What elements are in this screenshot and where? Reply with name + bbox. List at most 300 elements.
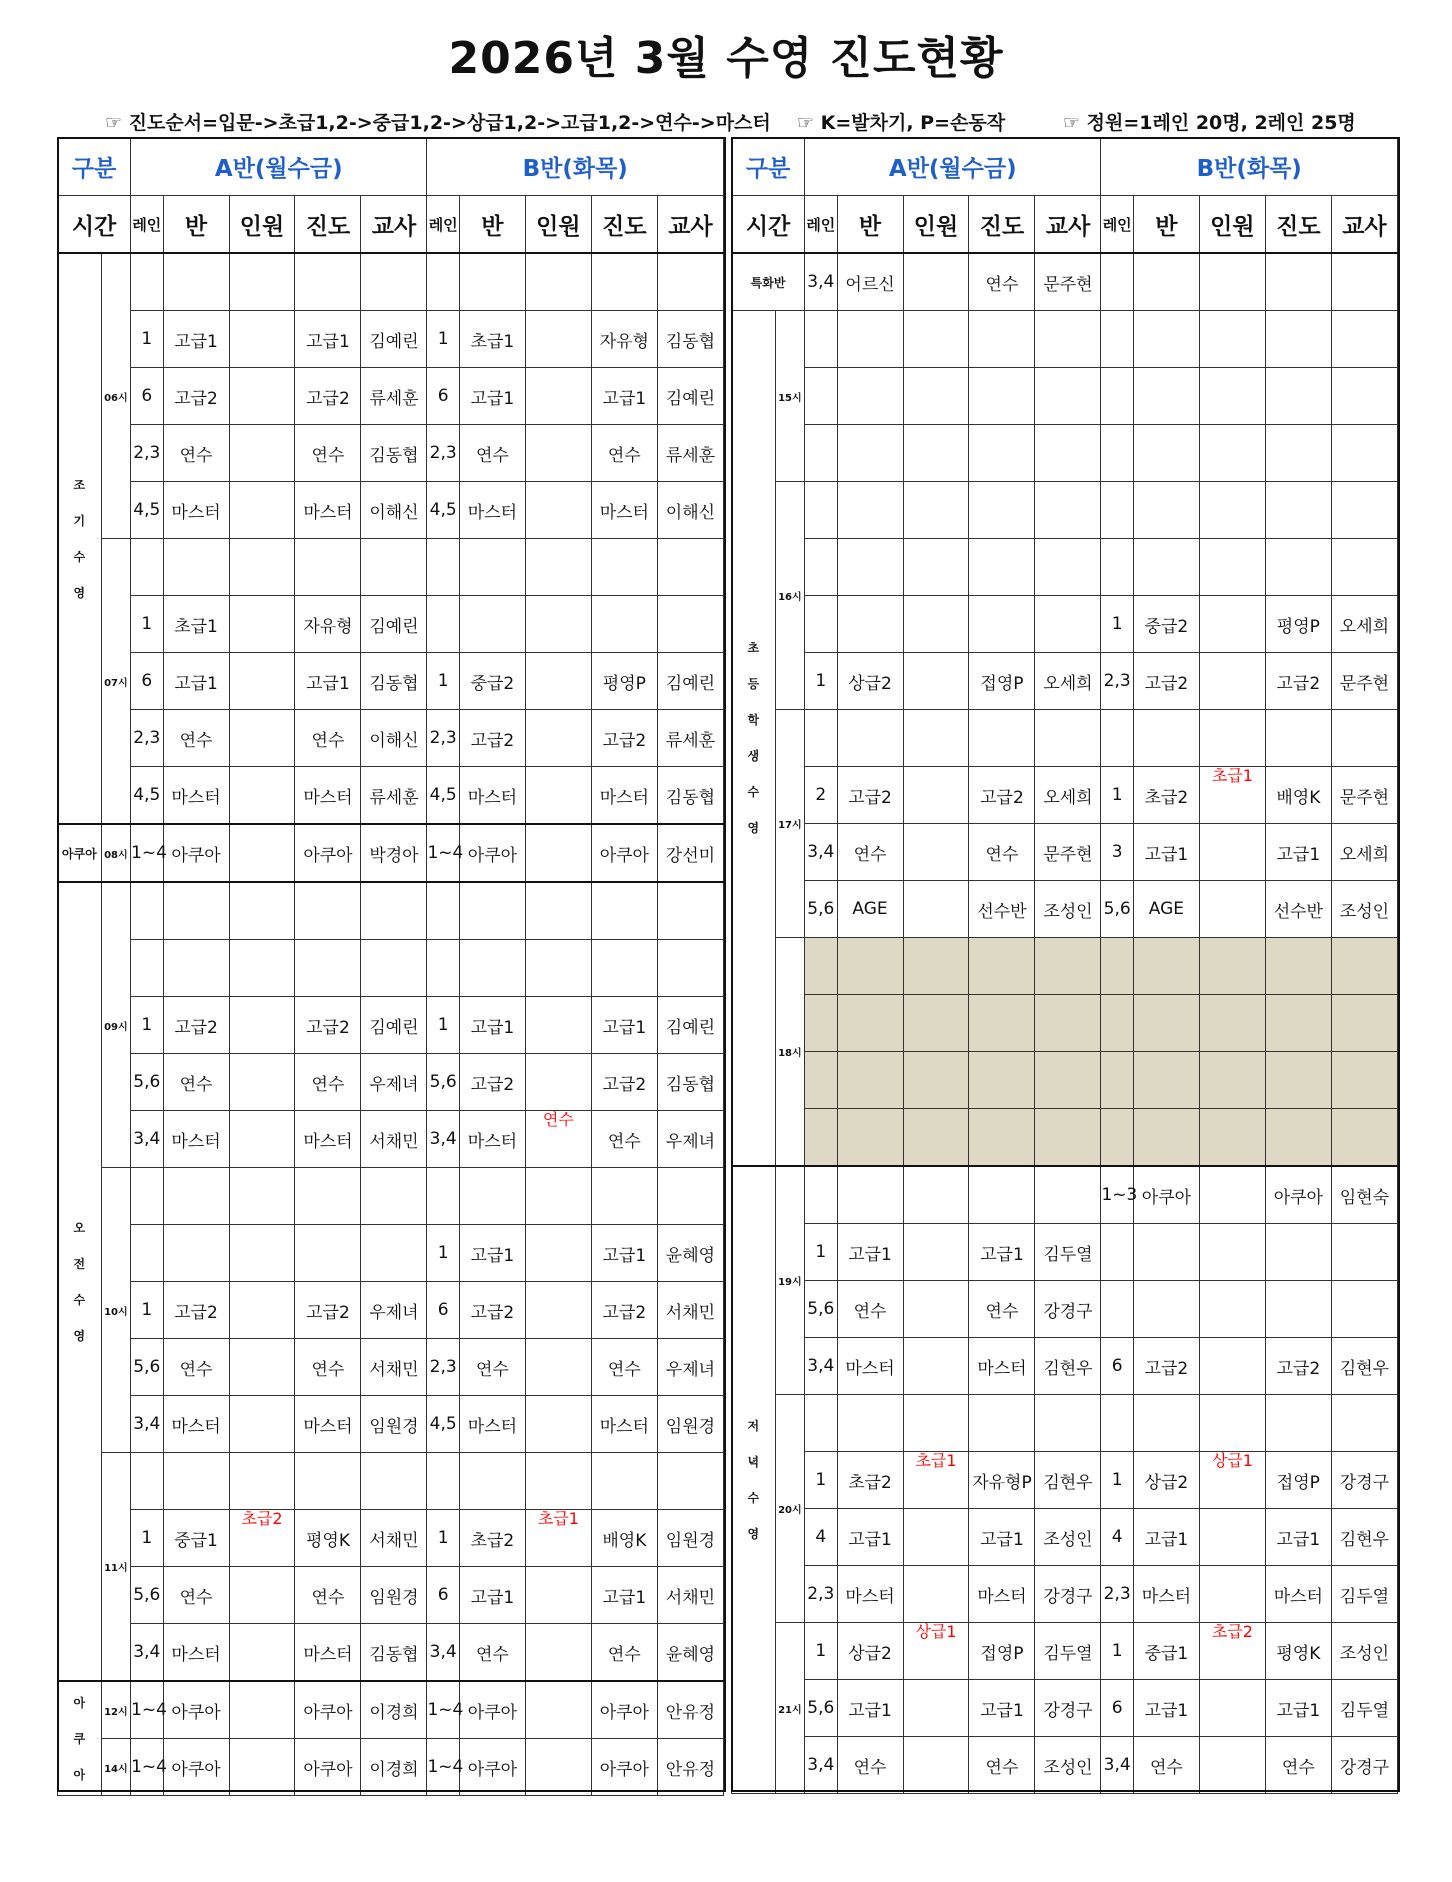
a-teacher-cell: 이경희 (361, 1739, 427, 1796)
b-progress-cell (591, 1168, 657, 1225)
b-count-cell (1199, 995, 1265, 1052)
b-progress-cell (591, 1453, 657, 1510)
a-ban-cell: 마스터 (837, 1566, 903, 1623)
b-count-cell (1199, 311, 1265, 368)
a-count-cell (229, 1168, 295, 1225)
a-teacher-cell (1035, 1166, 1101, 1224)
a-teacher-cell: 김두열 (1035, 1224, 1101, 1281)
a-teacher-cell (361, 1225, 427, 1282)
a-lane-cell: 1~4 (131, 1681, 163, 1739)
b-lane-cell (1101, 1109, 1133, 1167)
a-lane-cell (805, 311, 837, 368)
b-lane-cell: 1 (1101, 596, 1133, 653)
a-progress-cell: 고급2 (295, 368, 361, 425)
b-lane-cell: 5,6 (427, 1054, 459, 1111)
a-count-cell (903, 824, 969, 881)
b-progress-cell (1265, 253, 1331, 311)
a-lane-cell: 1 (131, 1510, 163, 1567)
b-lane-cell: 1~4 (427, 1681, 459, 1739)
a-count-cell (903, 1338, 969, 1395)
b-progress-cell: 평영K (1265, 1623, 1331, 1680)
b-ban-cell (1133, 1109, 1199, 1167)
b-lane-cell (427, 940, 459, 997)
a-teacher-cell (361, 539, 427, 596)
b-progress-cell: 연수 (591, 1624, 657, 1682)
b-progress-cell: 아쿠아 (591, 1681, 657, 1739)
a-ban-cell (837, 368, 903, 425)
a-count-cell (229, 653, 295, 710)
b-lane-cell (427, 1453, 459, 1510)
a-teacher-cell (1035, 995, 1101, 1052)
b-count-cell (1199, 1338, 1265, 1395)
b-teacher-cell: 강경구 (1331, 1452, 1397, 1509)
b-teacher-cell: 김동협 (657, 311, 723, 368)
b-teacher-cell: 조성인 (1331, 881, 1397, 938)
b-ban-cell (1133, 539, 1199, 596)
b-progress-cell (1265, 1109, 1331, 1167)
b-progress-cell: 고급2 (591, 1282, 657, 1339)
a-progress-cell (969, 311, 1035, 368)
a-count-cell (903, 482, 969, 539)
b-lane-cell: 3 (1101, 824, 1133, 881)
b-lane-cell (1101, 311, 1133, 368)
a-ban-cell: 고급1 (837, 1680, 903, 1737)
header-lane-b: 레인 (427, 196, 459, 254)
a-progress-cell: 접영P (969, 653, 1035, 710)
a-lane-cell (805, 368, 837, 425)
a-progress-cell: 마스터 (295, 767, 361, 825)
a-count-cell (903, 311, 969, 368)
b-ban-cell: 아쿠아 (459, 1681, 525, 1739)
a-ban-cell (163, 940, 229, 997)
a-ban-cell: 마스터 (163, 1111, 229, 1168)
a-ban-cell: 고급2 (163, 368, 229, 425)
a-ban-cell (837, 425, 903, 482)
a-lane-cell: 5,6 (131, 1054, 163, 1111)
a-progress-cell: 선수반 (969, 881, 1035, 938)
b-lane-cell: 6 (427, 1567, 459, 1624)
a-teacher-cell: 이경희 (361, 1681, 427, 1739)
a-ban-cell: 마스터 (163, 1624, 229, 1682)
b-lane-cell: 1 (1101, 1452, 1133, 1509)
a-teacher-cell: 강경구 (1035, 1566, 1101, 1623)
b-ban-cell: 초급2 (1133, 767, 1199, 824)
a-progress-cell (295, 882, 361, 940)
a-ban-cell (837, 482, 903, 539)
b-progress-cell: 연수 (591, 1339, 657, 1396)
b-ban-cell: 고급1 (459, 368, 525, 425)
header-progress-a: 진도 (969, 196, 1035, 254)
b-teacher-cell: 우제녀 (657, 1339, 723, 1396)
a-count-cell (229, 253, 295, 311)
a-progress-cell: 마스터 (969, 1338, 1035, 1395)
b-teacher-cell: 김현우 (1331, 1338, 1397, 1395)
b-progress-cell: 연수 (591, 1111, 657, 1168)
a-lane-cell: 1~4 (131, 824, 163, 882)
a-progress-cell (969, 938, 1035, 995)
a-ban-cell: 연수 (837, 824, 903, 881)
b-lane-cell: 1 (427, 1510, 459, 1567)
a-count-cell (229, 882, 295, 940)
a-ban-cell: 어르신 (837, 253, 903, 311)
a-count-cell (903, 1281, 969, 1338)
a-teacher-cell: 김동협 (361, 425, 427, 482)
a-teacher-cell: 김예린 (361, 311, 427, 368)
b-progress-cell: 마스터 (591, 482, 657, 539)
section-label: 아쿠아 (58, 824, 102, 882)
b-ban-cell: 마스터 (459, 1396, 525, 1453)
a-ban-cell: 마스터 (837, 1338, 903, 1395)
a-ban-cell: 연수 (837, 1737, 903, 1794)
b-count-cell (525, 1567, 591, 1624)
b-teacher-cell: 안유정 (657, 1739, 723, 1796)
b-count-cell (1199, 1395, 1265, 1452)
b-count-cell (1199, 596, 1265, 653)
a-count-cell (903, 653, 969, 710)
a-progress-cell: 평영K (295, 1510, 361, 1567)
a-count-cell (229, 1624, 295, 1682)
a-lane-cell: 5,6 (805, 881, 837, 938)
b-lane-cell: 4,5 (427, 767, 459, 825)
a-count-cell (903, 1623, 969, 1680)
b-progress-cell (591, 882, 657, 940)
a-ban-cell: 아쿠아 (163, 1681, 229, 1739)
b-count-cell (525, 253, 591, 311)
b-progress-cell: 자유형 (591, 311, 657, 368)
a-lane-cell: 1 (805, 1452, 837, 1509)
a-ban-cell: 상급2 (837, 653, 903, 710)
hour-label: 10시 (101, 1168, 130, 1453)
b-lane-cell (427, 882, 459, 940)
b-lane-cell: 1 (427, 653, 459, 710)
a-count-cell (903, 1566, 969, 1623)
a-teacher-cell: 서채민 (361, 1339, 427, 1396)
b-ban-cell: 고급1 (1133, 824, 1199, 881)
legend-note: ☞ K=발차기, P=손동작 (797, 112, 1006, 134)
a-progress-cell: 마스터 (295, 482, 361, 539)
b-count-cell (525, 882, 591, 940)
b-progress-cell: 고급2 (1265, 653, 1331, 710)
a-lane-cell: 1 (131, 311, 163, 368)
b-count-cell (1199, 482, 1265, 539)
b-count-cell (525, 1624, 591, 1682)
a-count-cell (903, 1224, 969, 1281)
a-progress-cell: 접영P (969, 1623, 1035, 1680)
header-category: 구분 (732, 138, 805, 196)
b-teacher-cell: 오세희 (1331, 596, 1397, 653)
b-progress-cell (1265, 1052, 1331, 1109)
hour-label: 07시 (101, 539, 130, 825)
progress-order-note: ☞ 진도순서=입문->초급1,2->중급1,2->상급1,2->고급1,2->연수->마스터 (105, 112, 771, 134)
a-ban-cell: 고급1 (163, 311, 229, 368)
b-lane-cell (1101, 539, 1133, 596)
a-teacher-cell: 서채민 (361, 1111, 427, 1168)
a-count-cell (229, 1396, 295, 1453)
a-teacher-cell (1035, 938, 1101, 995)
a-ban-cell (837, 1052, 903, 1109)
a-lane-cell: 3,4 (805, 1338, 837, 1395)
b-ban-cell: 고급2 (1133, 1338, 1199, 1395)
b-lane-cell: 4,5 (427, 482, 459, 539)
b-ban-cell: 중급2 (459, 653, 525, 710)
a-ban-cell: 고급2 (163, 1282, 229, 1339)
a-lane-cell: 2,3 (131, 425, 163, 482)
b-ban-cell: AGE (1133, 881, 1199, 938)
a-lane-cell (805, 938, 837, 995)
b-teacher-cell (657, 539, 723, 596)
b-teacher-cell: 서채민 (657, 1567, 723, 1624)
b-ban-cell: 고급1 (459, 1225, 525, 1282)
a-teacher-cell: 류세훈 (361, 767, 427, 825)
header-progress-b: 진도 (1265, 196, 1331, 254)
b-lane-cell: 1~4 (427, 824, 459, 882)
a-ban-cell: 연수 (163, 1567, 229, 1624)
b-progress-cell: 고급1 (591, 1567, 657, 1624)
a-count-cell (903, 253, 969, 311)
a-lane-cell: 5,6 (131, 1339, 163, 1396)
a-ban-cell: 아쿠아 (163, 824, 229, 882)
a-count-cell (229, 710, 295, 767)
a-count-cell (229, 1339, 295, 1396)
a-progress-cell: 연수 (295, 1054, 361, 1111)
b-lane-cell (1101, 938, 1133, 995)
b-teacher-cell (1331, 1109, 1397, 1167)
b-teacher-cell: 윤혜영 (657, 1624, 723, 1682)
a-teacher-cell (361, 940, 427, 997)
a-ban-cell (837, 938, 903, 995)
b-lane-cell: 2,3 (1101, 653, 1133, 710)
right-schedule-table (731, 137, 1398, 1794)
b-ban-cell: 고급2 (459, 1282, 525, 1339)
a-ban-cell (837, 1395, 903, 1452)
b-teacher-cell (1331, 1281, 1397, 1338)
a-lane-cell (805, 482, 837, 539)
b-teacher-cell: 임현숙 (1331, 1166, 1397, 1224)
b-progress-cell: 접영P (1265, 1452, 1331, 1509)
a-teacher-cell: 김현우 (1035, 1338, 1101, 1395)
a-lane-cell: 1~4 (131, 1739, 163, 1796)
b-lane-cell: 1~4 (427, 1739, 459, 1796)
a-count-cell (903, 881, 969, 938)
b-teacher-cell: 오세희 (1331, 824, 1397, 881)
b-progress-cell: 아쿠아 (591, 1739, 657, 1796)
a-progress-cell: 고급1 (295, 653, 361, 710)
b-count-cell (525, 653, 591, 710)
a-lane-cell (131, 882, 163, 940)
a-lane-cell (131, 253, 163, 311)
a-ban-cell: 초급2 (837, 1452, 903, 1509)
b-ban-cell: 고급2 (459, 710, 525, 767)
b-progress-cell (591, 940, 657, 997)
a-lane-cell: 5,6 (131, 1567, 163, 1624)
b-count-cell (1199, 1509, 1265, 1566)
a-lane-cell: 1 (805, 1224, 837, 1281)
b-ban-cell: 아쿠아 (459, 824, 525, 882)
a-lane-cell: 5,6 (805, 1680, 837, 1737)
hour-label: 08시 (101, 824, 130, 882)
b-progress-cell: 연수 (1265, 1737, 1331, 1794)
a-progress-cell (969, 368, 1035, 425)
header-count-b: 인원 (1199, 196, 1265, 254)
b-progress-cell: 고급1 (1265, 1680, 1331, 1737)
a-teacher-cell: 우제녀 (361, 1282, 427, 1339)
a-progress-cell: 고급2 (295, 1282, 361, 1339)
a-progress-cell: 자유형 (295, 596, 361, 653)
a-progress-cell: 마스터 (969, 1566, 1035, 1623)
b-teacher-cell (657, 940, 723, 997)
b-lane-cell: 5,6 (1101, 881, 1133, 938)
b-ban-cell (459, 253, 525, 311)
hour-label: 11시 (101, 1453, 130, 1682)
b-teacher-cell (1331, 253, 1397, 311)
b-count-cell (1199, 767, 1265, 824)
b-lane-cell: 1~3 (1101, 1166, 1133, 1224)
a-count-cell (229, 940, 295, 997)
b-ban-cell (459, 1453, 525, 1510)
b-ban-cell: 연수 (1133, 1737, 1199, 1794)
b-teacher-cell (1331, 938, 1397, 995)
b-progress-cell (1265, 368, 1331, 425)
a-teacher-cell: 김두열 (1035, 1623, 1101, 1680)
b-teacher-cell: 김동협 (657, 1054, 723, 1111)
hour-label: 12시 (101, 1681, 130, 1739)
a-teacher-cell: 우제녀 (361, 1054, 427, 1111)
a-count-cell (229, 1510, 295, 1567)
a-teacher-cell: 김예린 (361, 997, 427, 1054)
b-count-cell (1199, 824, 1265, 881)
a-teacher-cell: 김예린 (361, 596, 427, 653)
b-lane-cell (1101, 482, 1133, 539)
hour-label: 16시 (775, 482, 804, 710)
a-ban-cell: AGE (837, 881, 903, 938)
a-count-cell (229, 596, 295, 653)
b-lane-cell: 2,3 (427, 1339, 459, 1396)
a-lane-cell (131, 539, 163, 596)
a-lane-cell (131, 940, 163, 997)
a-ban-cell: 중급1 (163, 1510, 229, 1567)
a-progress-cell (295, 539, 361, 596)
a-lane-cell: 2,3 (131, 710, 163, 767)
b-teacher-cell: 이해신 (657, 482, 723, 539)
a-ban-cell: 연수 (163, 425, 229, 482)
b-ban-cell: 초급2 (459, 1510, 525, 1567)
b-progress-cell (1265, 1395, 1331, 1452)
a-teacher-cell (1035, 482, 1101, 539)
count-note: 연수 (542, 1110, 574, 1129)
a-teacher-cell: 김현우 (1035, 1452, 1101, 1509)
a-teacher-cell: 이해신 (361, 482, 427, 539)
a-progress-cell: 연수 (295, 425, 361, 482)
b-lane-cell: 3,4 (1101, 1737, 1133, 1794)
b-progress-cell (1265, 710, 1331, 767)
b-count-cell (1199, 1052, 1265, 1109)
b-lane-cell: 3,4 (427, 1111, 459, 1168)
a-lane-cell (805, 596, 837, 653)
b-progress-cell: 연수 (591, 425, 657, 482)
b-count-cell (525, 1225, 591, 1282)
a-teacher-cell: 문주현 (1035, 824, 1101, 881)
b-count-cell (1199, 1737, 1265, 1794)
b-lane-cell (1101, 1395, 1133, 1452)
a-teacher-cell: 강경구 (1035, 1680, 1101, 1737)
a-progress-cell: 마스터 (295, 1396, 361, 1453)
header-ban-a: 반 (163, 196, 229, 254)
a-count-cell (229, 1054, 295, 1111)
b-ban-cell: 아쿠아 (459, 1739, 525, 1796)
a-progress-cell (969, 539, 1035, 596)
b-teacher-cell (1331, 1224, 1397, 1281)
b-ban-cell: 고급1 (459, 1567, 525, 1624)
b-progress-cell: 배영K (591, 1510, 657, 1567)
header-count-a: 인원 (903, 196, 969, 254)
b-count-cell (1199, 710, 1265, 767)
a-teacher-cell: 김동협 (361, 1624, 427, 1682)
a-count-cell (229, 1225, 295, 1282)
a-lane-cell: 5,6 (805, 1281, 837, 1338)
a-count-cell (903, 596, 969, 653)
b-lane-cell: 6 (1101, 1680, 1133, 1737)
notes-line (105, 108, 1405, 134)
b-lane-cell: 1 (1101, 767, 1133, 824)
b-teacher-cell: 강경구 (1331, 1737, 1397, 1794)
a-teacher-cell (1035, 710, 1101, 767)
a-count-cell (229, 539, 295, 596)
b-ban-cell (1133, 425, 1199, 482)
a-lane-cell: 3,4 (131, 1624, 163, 1682)
a-teacher-cell: 임원경 (361, 1567, 427, 1624)
a-lane-cell: 1 (805, 653, 837, 710)
b-count-cell (1199, 253, 1265, 311)
count-note: 초급1 (915, 1451, 957, 1470)
a-lane-cell: 3,4 (131, 1111, 163, 1168)
a-teacher-cell (1035, 368, 1101, 425)
b-count-cell (525, 1396, 591, 1453)
b-progress-cell: 고급1 (1265, 1509, 1331, 1566)
b-lane-cell: 2,3 (427, 710, 459, 767)
a-teacher-cell: 박경아 (361, 824, 427, 882)
a-teacher-cell: 오세희 (1035, 653, 1101, 710)
a-lane-cell: 2,3 (805, 1566, 837, 1623)
b-count-cell (1199, 425, 1265, 482)
a-teacher-cell (1035, 1395, 1101, 1452)
b-count-cell (1199, 1281, 1265, 1338)
a-lane-cell (805, 995, 837, 1052)
a-count-cell (903, 425, 969, 482)
b-teacher-cell (657, 882, 723, 940)
special-class-label: 특화반 (732, 253, 805, 311)
b-teacher-cell: 김예린 (657, 368, 723, 425)
b-lane-cell (1101, 1052, 1133, 1109)
a-ban-cell: 마스터 (163, 767, 229, 825)
b-progress-cell (591, 596, 657, 653)
a-progress-cell: 연수 (969, 824, 1035, 881)
b-count-cell (525, 596, 591, 653)
b-ban-cell: 아쿠아 (1133, 1166, 1199, 1224)
capacity-note: ☞ 정원=1레인 20명, 2레인 25명 (1063, 112, 1356, 134)
left-schedule-table (57, 137, 724, 1796)
b-ban-cell (1133, 1224, 1199, 1281)
b-ban-cell (1133, 995, 1199, 1052)
a-count-cell (229, 1681, 295, 1739)
a-ban-cell: 아쿠아 (163, 1739, 229, 1796)
b-progress-cell: 고급2 (591, 1054, 657, 1111)
a-progress-cell: 연수 (295, 1567, 361, 1624)
b-count-cell (1199, 1166, 1265, 1224)
hour-label: 20시 (775, 1395, 804, 1623)
a-progress-cell: 연수 (969, 253, 1035, 311)
b-teacher-cell: 류세훈 (657, 425, 723, 482)
b-count-cell (525, 1681, 591, 1739)
